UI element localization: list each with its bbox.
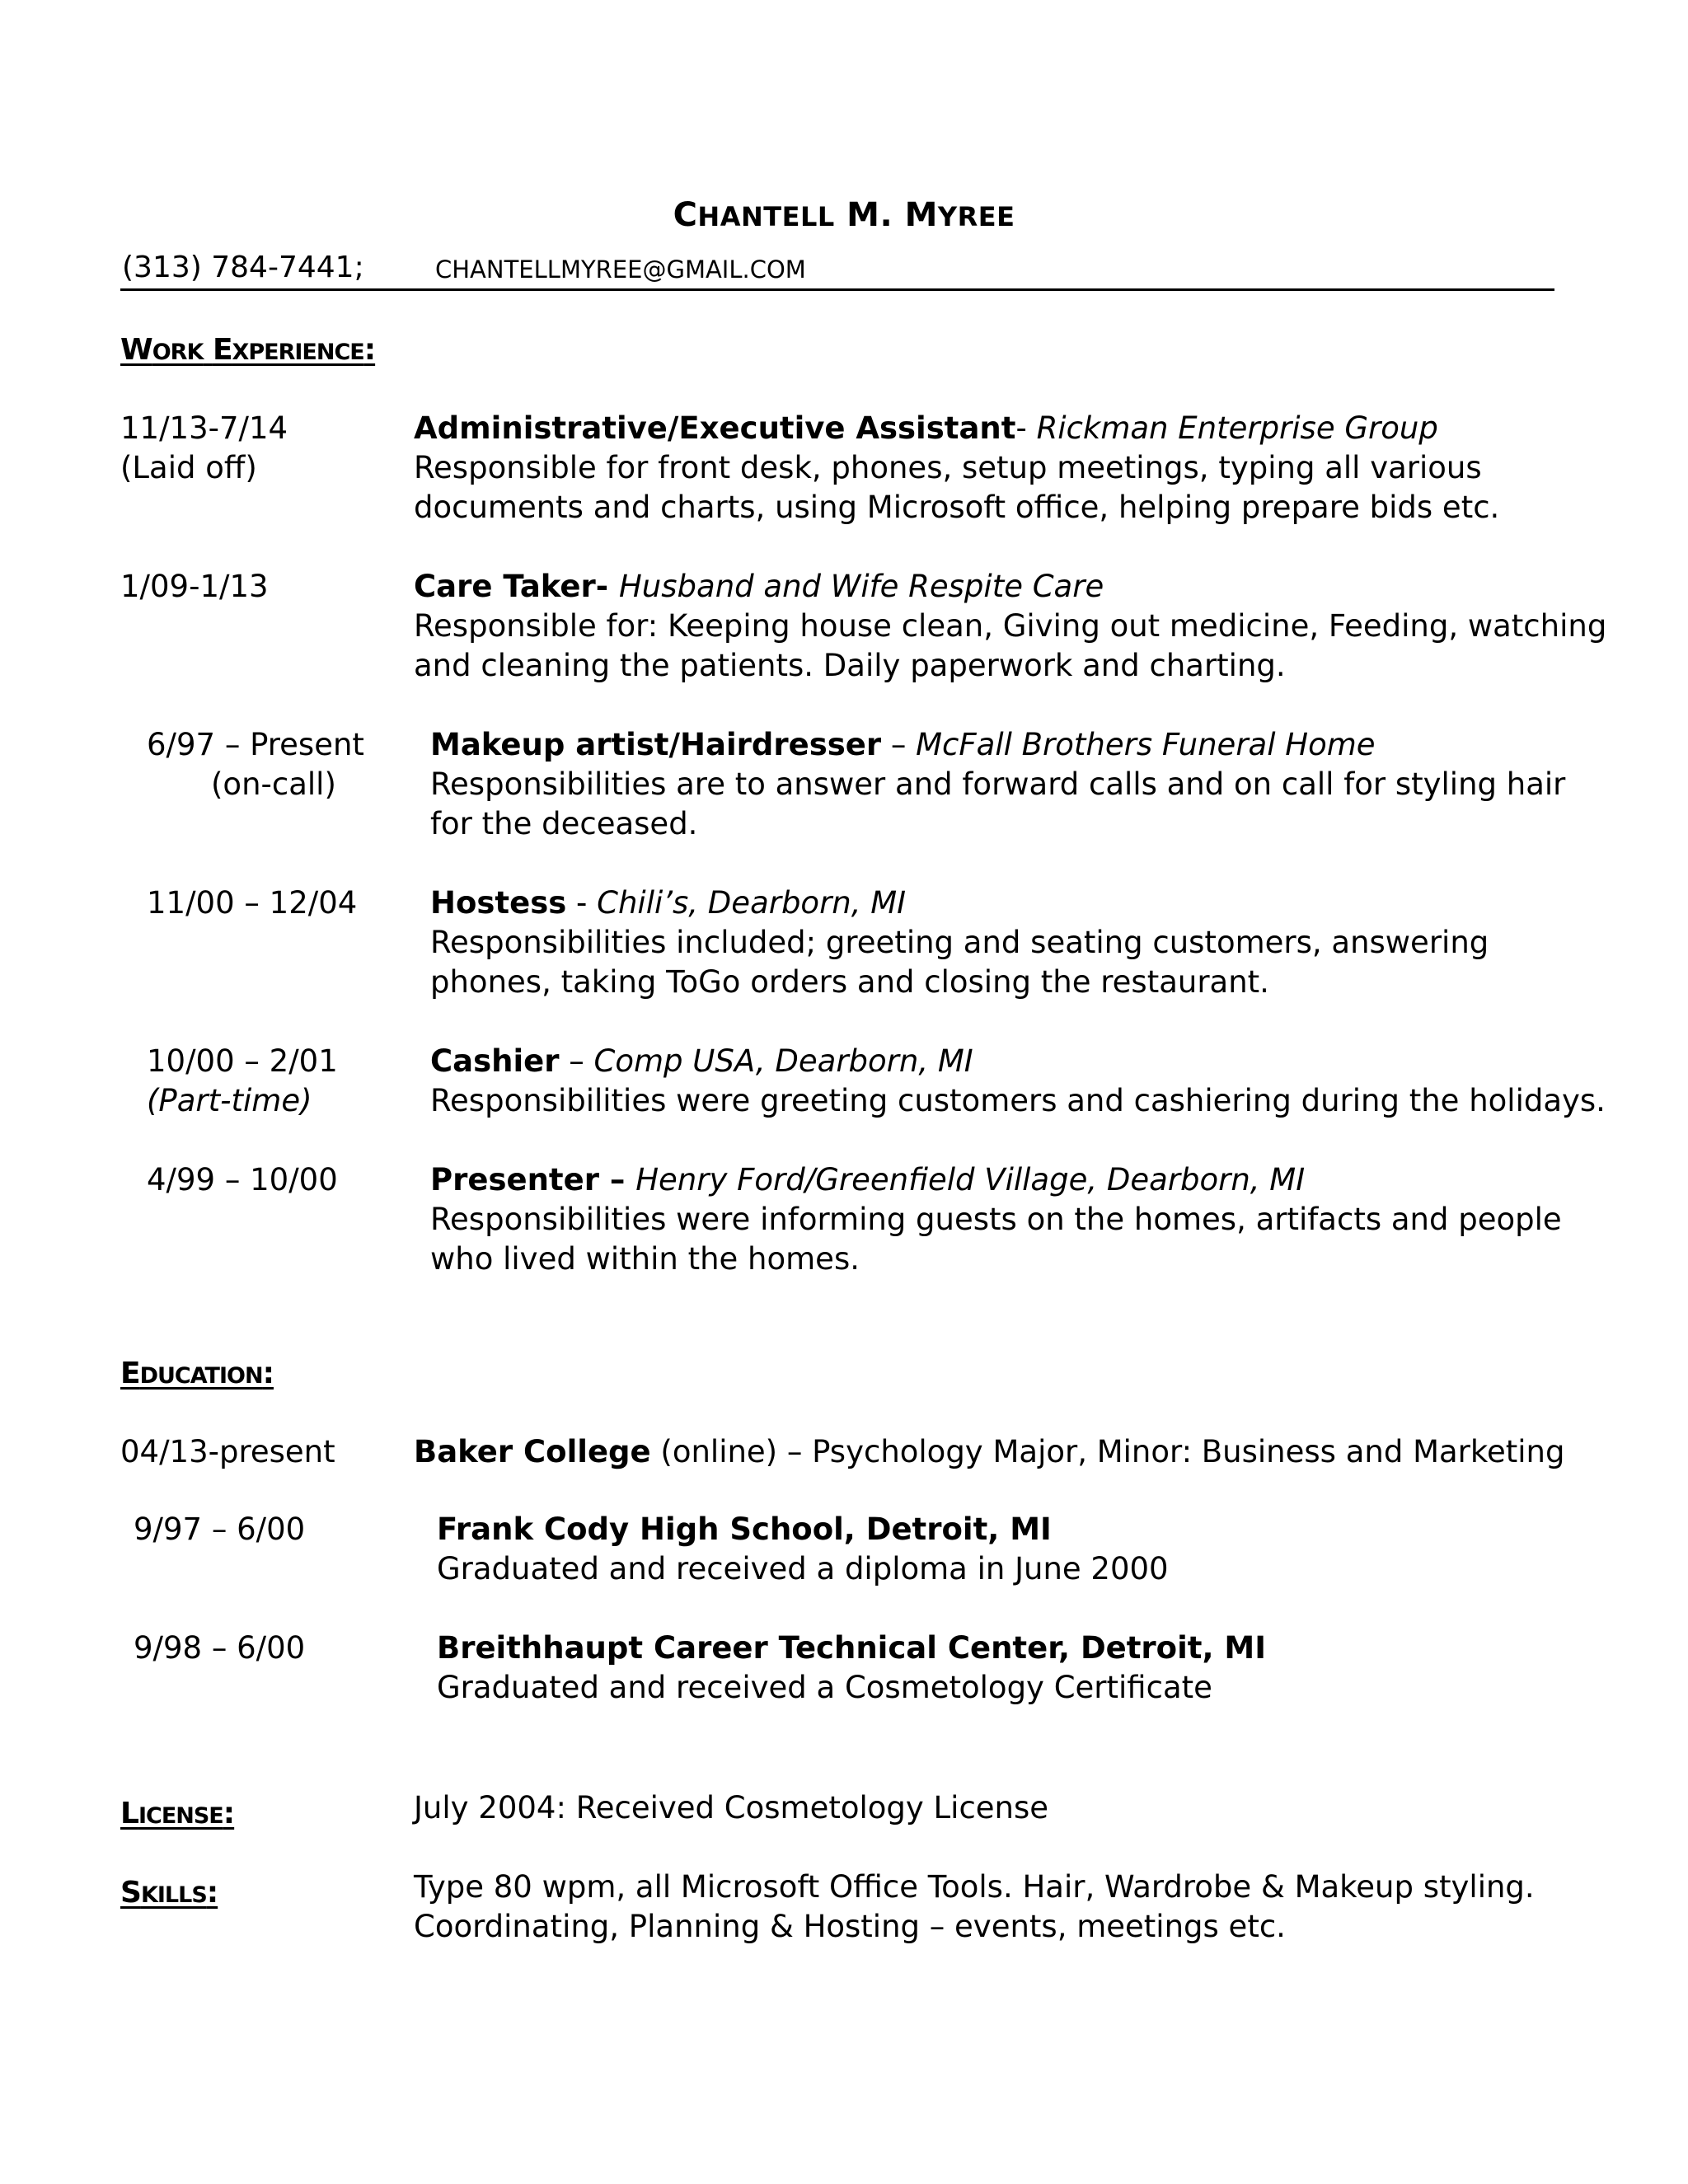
job-employer: Henry Ford/Greenfield Village, Dearborn, MI xyxy=(635,1162,1306,1197)
job-description-line: Responsibilities were informing guests on the homes, artifacts and people xyxy=(430,1202,1562,1237)
job-date: 4/99 – 10/00 xyxy=(147,1162,338,1197)
job-title-line: Cashier – Comp USA, Dearborn, MI xyxy=(430,1043,973,1079)
work-experience-heading: WORK EXPERIENCE: xyxy=(120,333,376,367)
job-note: (Part-time) xyxy=(147,1083,312,1118)
education-detail: Graduated and received a diploma in June 2000 xyxy=(437,1551,1169,1586)
job-title: Cashier xyxy=(430,1043,560,1079)
job-description-line: and cleaning the patients. Daily paperwork and charting. xyxy=(414,648,1286,683)
job-date: 6/97 – Present xyxy=(147,727,364,762)
license-text: July 2004: Received Cosmetology License xyxy=(414,1790,1049,1825)
email-address: CHANTELLMYREE@GMAIL.COM xyxy=(435,255,806,284)
job-employer: Rickman Enterprise Group xyxy=(1036,410,1438,446)
header-divider xyxy=(120,288,1554,291)
job-title: Care Taker- xyxy=(414,569,619,604)
job-note: (Laid off) xyxy=(120,450,257,485)
education-heading: EDUCATION: xyxy=(120,1357,274,1390)
job-date: 11/13-7/14 xyxy=(120,410,288,446)
job-date: 10/00 – 2/01 xyxy=(147,1043,338,1079)
job-title: Administrative/Executive Assistant xyxy=(414,410,1016,446)
job-description-line: Responsible for: Keeping house clean, Giving out medicine, Feeding, watching xyxy=(414,608,1607,644)
job-title-line xyxy=(430,1160,1305,1200)
job-note: (on-call) xyxy=(211,766,336,802)
license-heading: LICENSE: xyxy=(120,1797,235,1830)
education-date: 9/98 – 6/00 xyxy=(134,1630,306,1666)
job-description-line: Responsibilities are to answer and forward calls and on call for styling hair xyxy=(430,766,1566,802)
job-employer: Husband and Wife Respite Care xyxy=(618,569,1104,604)
job-title: Makeup artist/Hairdresser xyxy=(430,727,882,762)
job-title-line: Makeup artist/Hairdresser – McFall Brothers Funeral Home xyxy=(430,727,1376,762)
job-title: Hostess xyxy=(430,885,567,921)
job-title-line: Administrative/Executive Assistant- Rickman Enterprise Group xyxy=(414,410,1438,446)
skills-line: Type 80 wpm, all Microsoft Office Tools. Hair, Wardrobe & Makeup styling. xyxy=(414,1869,1535,1905)
candidate-name: CHANTELL M. MYREE xyxy=(673,196,1015,234)
job-description-line: Responsible for front desk, phones, setup meetings, typing all various xyxy=(414,450,1482,485)
contact-info xyxy=(122,251,806,284)
job-employer: Comp USA, Dearborn, MI xyxy=(593,1043,973,1079)
job-date: 11/00 – 12/04 xyxy=(147,885,358,921)
job-description-line: phones, taking ToGo orders and closing the restaurant. xyxy=(430,964,1269,1000)
job-title: Presenter – xyxy=(430,1162,636,1197)
school-name: Breithhaupt Career Technical Center, Detroit, MI xyxy=(437,1630,1266,1666)
education-detail: Graduated and received a Cosmetology Certificate xyxy=(437,1670,1212,1705)
job-title-line: Hostess - Chili’s, Dearborn, MI xyxy=(430,885,907,921)
job-title-line xyxy=(414,567,1104,607)
skills-line: Coordinating, Planning & Hosting – events, meetings etc. xyxy=(414,1909,1286,1944)
skills-heading: SKILLS: xyxy=(120,1876,218,1910)
job-employer: Chili’s, Dearborn, MI xyxy=(597,885,907,921)
education-date: 9/97 – 6/00 xyxy=(134,1511,306,1547)
education-line: Baker College (online) – Psychology Major, Minor: Business and Marketing xyxy=(414,1434,1565,1469)
job-employer: McFall Brothers Funeral Home xyxy=(916,727,1376,762)
school-name: Frank Cody High School, Detroit, MI xyxy=(437,1511,1052,1547)
job-description-line: documents and charts, using Microsoft office, helping prepare bids etc. xyxy=(414,490,1500,525)
phone-number: (313) 784-7441; xyxy=(122,251,364,284)
job-description-line: Responsibilities included; greeting and seating customers, answering xyxy=(430,925,1489,960)
school-name: Baker College xyxy=(414,1434,651,1469)
job-description-line: who lived within the homes. xyxy=(430,1241,860,1277)
job-description-line: for the deceased. xyxy=(430,806,698,841)
job-description-line: Responsibilities were greeting customers and cashiering during the holidays. xyxy=(430,1083,1606,1118)
job-date: 1/09-1/13 xyxy=(120,569,269,604)
education-date: 04/13-present xyxy=(120,1434,335,1469)
